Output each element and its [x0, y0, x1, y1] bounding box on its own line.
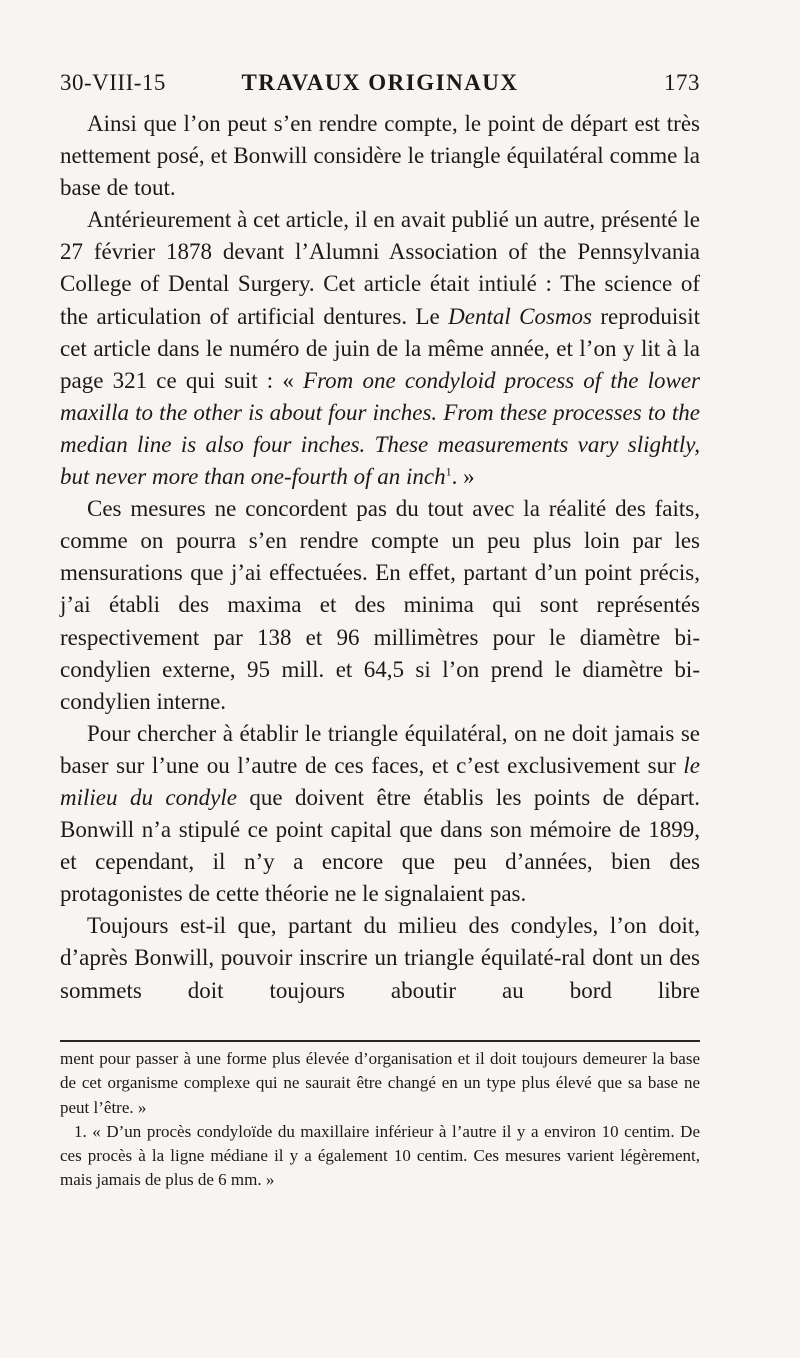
journal-title: Dental Cosmos: [448, 303, 592, 329]
english-quotation: From one condyloid process of the lower maxilla to the other is about four inches. From these processes to the median line is also four inches. These measurements vary slightly, but never more than one-fourth of an inch: [60, 367, 700, 490]
paragraph-2-text-c: . »: [451, 464, 475, 490]
paragraph-4: [60, 718, 700, 911]
header-date: 30-VIII-15: [60, 70, 166, 95]
running-header: [60, 70, 700, 104]
footnote-reference[interactable]: 1: [445, 464, 452, 479]
emphasis-phrase: le milieu du condyle: [60, 752, 700, 810]
paragraph-2-text-a: Antérieurement à cet article, il en avait publié un autre, présenté le 27 février 1878 devant l’Alumni Association of the Pennsylvania College of Dental Surgery. Cet article était intiulé : The science of the articulation of artificial dentures. Le: [60, 207, 700, 329]
paragraph-2-text-b: reproduisit cet article dans le numéro de juin de la même année, et l’on y lit à la page 321 ce qui suit : «: [60, 303, 701, 393]
footnote-divider: [60, 1040, 700, 1042]
paragraph-4-text-a: Pour chercher à établir le triangle équilatéral, on ne doit jamais se baser sur l’une ou l’autre de ces faces, et c’est exclusivement sur: [60, 720, 700, 778]
footnote-continuation: ment pour passer à une forme plus élevée d’organisation et il doit toujours demeurer la base de cet organisme complexe qui ne saurait être changé en un type plus élevé que sa base ne peut l’être. »: [60, 1049, 700, 1117]
main-text: [60, 108, 700, 1007]
paragraph-1: Ainsi que l’on peut s’en rendre compte, le point de départ est très nettement posé, et Bonwill considère le triangle équilatéral comme la base de tout.: [60, 111, 700, 201]
paragraph-3: Ces mesures ne concordent pas du tout avec la réalité des faits, comme on pourra s’en rendre compte un peu plus loin par les mensurations que j’ai effectuées. En effet, partant d’un point précis, j’ai établi des maxima et des minima qui sont représentés respectivement par 138 et 96 millimètres pour le diamètre bi-condylien externe, 95 mill. et 64,5 si l’on prend le diamètre bi-condylien interne.: [60, 496, 700, 714]
section-title: TRAVAUX ORIGINAUX: [241, 70, 519, 95]
paragraph-2: [60, 204, 700, 493]
page-number: 173: [664, 70, 700, 95]
footnotes: [60, 1047, 700, 1193]
paragraph-5: Toujours est-il que, partant du milieu des condyles, l’on doit, d’après Bonwill, pouvoir inscrire un triangle équilaté-ral dont un des sommets doit toujours aboutir au bord libre: [60, 913, 700, 1003]
paragraph-4-text-b: que doivent être établis les points de départ. Bonwill n’a stipulé ce point capital que dans son mémoire de 1899, et cependant, il n’y a encore que peu d’années, bien des protagonistes de cette théorie ne le signalaient pas.: [60, 784, 700, 907]
footnote-1: 1. « D’un procès condyloïde du maxillaire inférieur à l’autre il y a environ 10 centim. De ces procès à la ligne médiane il y a également 10 centim. Ces mesures varient légèrement, mais jamais de plus de 6 mm. »: [60, 1121, 700, 1190]
